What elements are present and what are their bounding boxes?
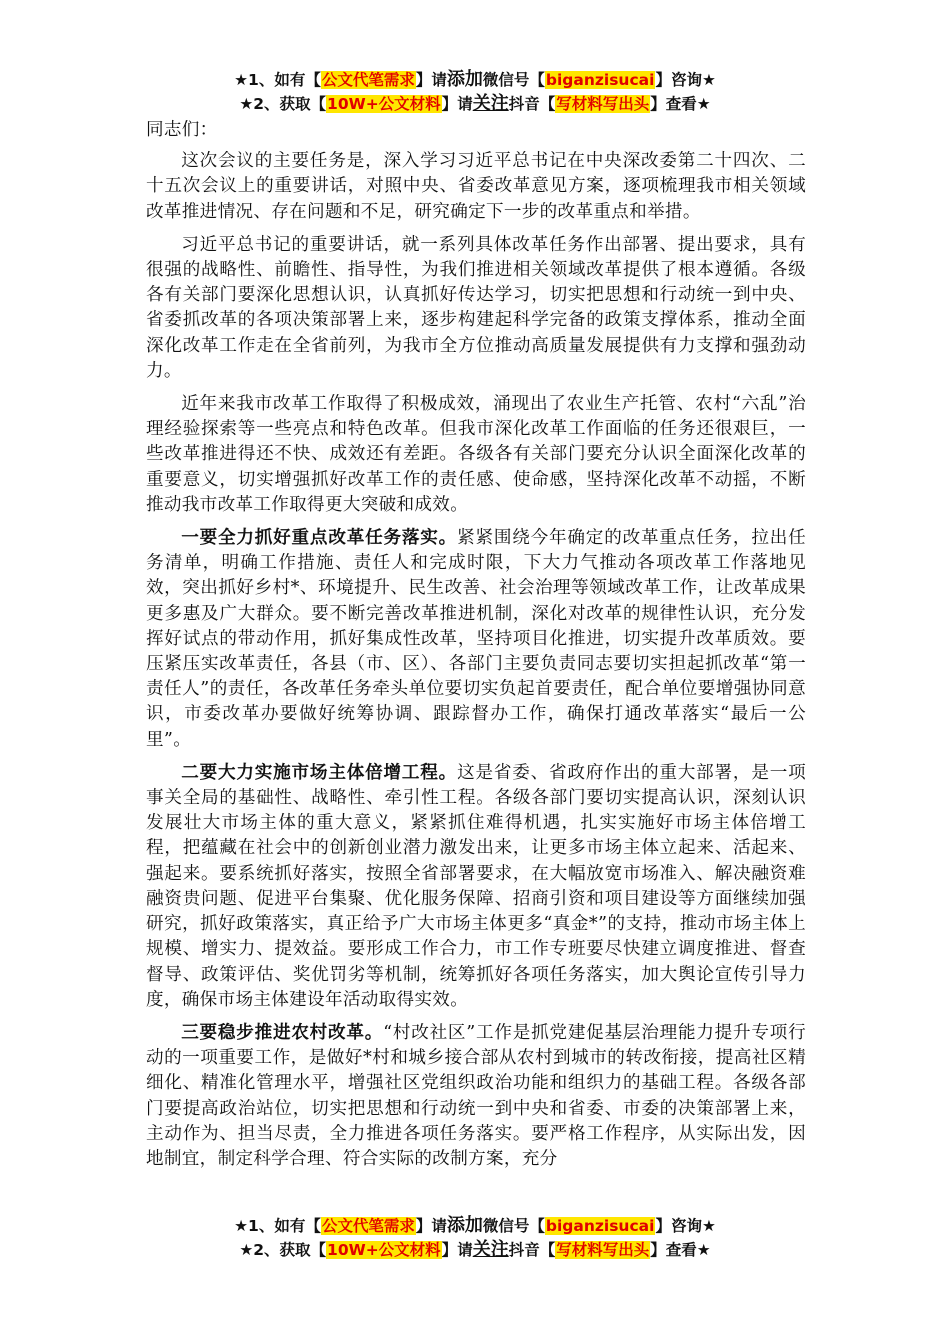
- section-heading-3: 三要稳步推进农村改革。: [181, 1022, 384, 1043]
- banner-text: 微信号【: [482, 1217, 545, 1235]
- banner-emphasis: 关注: [472, 93, 509, 114]
- banner-text: 】请: [441, 1241, 473, 1259]
- banner-text: ★1、如有【: [234, 71, 321, 89]
- banner-text: 】请: [441, 95, 473, 113]
- banner-text: 】查看★: [650, 95, 711, 113]
- banner-text: 】咨询★: [655, 1217, 716, 1235]
- banner-line-2: [0, 92, 950, 116]
- banner-text: 微信号【: [482, 71, 545, 89]
- banner-text: 】请: [415, 71, 447, 89]
- header-banner: [0, 68, 950, 116]
- banner-highlight-douyin: 写材料写出头: [556, 1241, 650, 1259]
- paragraph-1: 这次会议的主要任务是，深入学习习近平总书记在中央深改委第二十四次、二十五次会议上的重要讲话，对照中央、省委改革意见方案，逐项梳理我市相关领域改革推进情况、存在问题和不足，研究确定下一步的改革重点和举措。: [146, 151, 806, 222]
- document-body: [146, 118, 806, 1180]
- banner-text: 】请: [415, 1217, 447, 1235]
- section-body-1: 紧紧围绕今年确定的改革重点任务，拉出任务清单，明确工作措施、责任人和完成时限，下大力气推动各项改革工作落地见效，突出抓好乡村*、环境提升、民生改善、社会治理等领域改革工作，让改革成果更多惠及广大群众。要不断完善改革推进机制，深化对改革的规律性认识，充分发挥好试点的带动作用，抓好集成性改革，坚持项目化推进，切实提升改革质效。要压紧压实改革责任，各县（市、区）、各部门主要负责同志要切实担起抓改革“第一责任人”的责任，各改革任务牵头单位要切实负起首要责任，配合单位要增强协同意识，市委改革办要做好统筹协调、跟踪督办工作，确保打通改革落实“最后一公里”。: [146, 528, 806, 750]
- banner-line-1: [0, 68, 950, 92]
- banner-text: 】查看★: [650, 1241, 711, 1259]
- paragraph-3: 近年来我市改革工作取得了积极成效，涌现出了农业生产托管、农村“六乱”治理经验探索等一些亮点和特色改革。但我市深化改革工作面临的任务还很艰巨，一些改革推进得还不快、成效还有差距。各级各有关部门要充分认识全面深化改革的重要意义，切实增强抓好改革工作的责任感、使命感，坚持深化改革不动摇，不断推动我市改革工作取得更大突破和成效。: [146, 394, 806, 515]
- paragraph-2: 习近平总书记的重要讲话，就一系列具体改革任务作出部署、提出要求，具有很强的战略性、前瞻性、指导性，为我们推进相关领域改革提供了根本遵循。各级各有关部门要深化思想认识，认真抓好传达学习，切实把思想和行动统一到中央、省委抓改革的各项决策部署上来，逐步构建起科学完备的政策支撑体系，推动全面深化改革工作走在全省前列，为我市全方位推动高质量发展提供有力支撑和强劲动力。: [146, 234, 806, 381]
- banner-highlight: 10W+公文材料: [327, 95, 441, 113]
- section-body-3: “村改社区”工作是抓党建促基层治理能力提升专项行动的一项重要工作，是做好*村和城乡接合部从农村到城市的转改衔接，提高社区精细化、精准化管理水平，增强社区党组织政治功能和组织力的基础工程。各级各部门要提高政治站位，切实把思想和行动统一到中央和省委、市委的决策部署上来，主动作为、担当尽责，全力推进各项任务落实。要严格工作程序，从实际出发，因地制宜，制定科学合理、符合实际的改制方案，充分: [146, 1022, 806, 1169]
- banner-text: ★2、获取【: [239, 95, 327, 113]
- paragraph-5: [146, 761, 806, 1013]
- greeting: 同志们：: [146, 120, 218, 140]
- banner-highlight: 公文代笔需求: [321, 71, 415, 89]
- section-heading-1: 一要全力抓好重点改革任务落实。: [181, 528, 458, 549]
- banner-emphasis: 关注: [472, 1239, 509, 1260]
- banner-emphasis: 添加: [446, 69, 483, 90]
- banner-text: ★2、获取【: [239, 1241, 327, 1259]
- banner-line-1: [0, 1214, 950, 1238]
- banner-highlight-wechat: biganzisucai: [545, 1217, 655, 1235]
- banner-text: ★1、如有【: [234, 1217, 321, 1235]
- banner-highlight-wechat: biganzisucai: [545, 71, 655, 89]
- banner-text: 抖音【: [508, 1241, 556, 1259]
- banner-highlight-douyin: 写材料写出头: [556, 95, 650, 113]
- banner-highlight: 公文代笔需求: [321, 1217, 415, 1235]
- section-body-2: 这是省委、省政府作出的重大部署，是一项事关全局的基础性、战略性、牵引性工程。各级各部门要切实提高认识，深刻认识发展壮大市场主体的重大意义，紧紧抓住难得机遇，扎实实施好市场主体倍增工程，把蕴藏在社会中的创新创业潜力激发出来，让更多市场主体立起来、活起来、强起来。要系统抓好落实，按照全省部署要求，在大幅放宽市场准入、解决融资难融资贵问题、促进平台集聚、优化服务保障、招商引资和项目建设等方面继续加强研究，抓好政策落实，真正给予广大市场主体更多“真金*”的支持，推动市场主体上规模、增实力、提效益。要形成工作合力，市工作专班要尽快建立调度推进、督查督导、政策评估、奖优罚劣等机制，统筹抓好各项任务落实，加大舆论宣传引导力度，确保市场主体建设年活动取得实效。: [146, 762, 806, 1010]
- footer-banner: [0, 1214, 950, 1262]
- banner-emphasis: 添加: [446, 1215, 483, 1236]
- banner-text: 】咨询★: [655, 71, 716, 89]
- paragraph-4: [146, 526, 806, 753]
- banner-highlight: 10W+公文材料: [327, 1241, 441, 1259]
- banner-line-2: [0, 1238, 950, 1262]
- section-heading-2: 二要大力实施市场主体倍增工程。: [181, 762, 458, 783]
- paragraph-6: [146, 1021, 806, 1172]
- banner-text: 抖音【: [508, 95, 556, 113]
